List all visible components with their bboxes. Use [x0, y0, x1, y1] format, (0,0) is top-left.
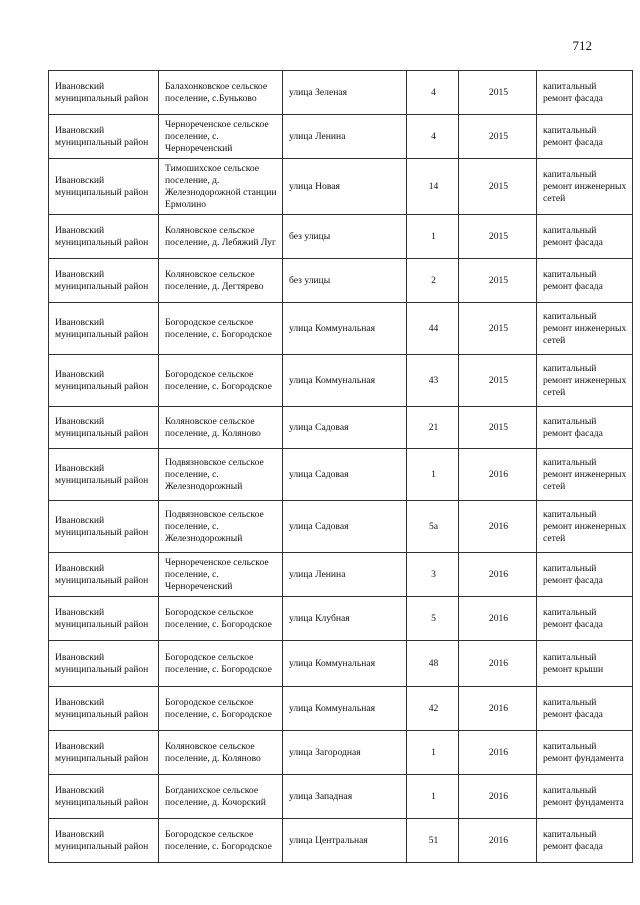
- house-number-cell: 1: [407, 775, 459, 819]
- table-row: [49, 303, 633, 355]
- table-row: [49, 115, 633, 159]
- street-cell: улица Коммунальная: [283, 687, 407, 731]
- district-cell: Ивановский муниципальный район: [49, 355, 159, 407]
- year-cell: 2016: [459, 731, 537, 775]
- house-number-cell: 21: [407, 407, 459, 449]
- table-body: [49, 71, 633, 863]
- house-number-cell: 3: [407, 553, 459, 597]
- year-cell: 2015: [459, 407, 537, 449]
- settlement-cell: Чернореченское сельское поселение, с. Чернореченский: [159, 553, 283, 597]
- settlement-cell: Подвязновское сельское поселение, с. Железнодорожный: [159, 501, 283, 553]
- settlement-cell: Богородское сельское поселение, с. Богородское: [159, 819, 283, 863]
- district-cell: Ивановский муниципальный район: [49, 259, 159, 303]
- district-cell: Ивановский муниципальный район: [49, 159, 159, 215]
- year-cell: 2016: [459, 819, 537, 863]
- house-number-cell: 48: [407, 641, 459, 687]
- work-type-cell: капитальный ремонт инженерных сетей: [537, 159, 633, 215]
- settlement-cell: Тимошихское сельское поселение, д. Железнодорожной станции Ермолино: [159, 159, 283, 215]
- work-type-cell: капитальный ремонт фасада: [537, 407, 633, 449]
- year-cell: 2015: [459, 159, 537, 215]
- house-number-cell: 5а: [407, 501, 459, 553]
- settlement-cell: Чернореченское сельское поселение, с. Чернореченский: [159, 115, 283, 159]
- settlement-cell: Богородское сельское поселение, с. Богородское: [159, 355, 283, 407]
- district-cell: Ивановский муниципальный район: [49, 407, 159, 449]
- work-type-cell: капитальный ремонт фасада: [537, 553, 633, 597]
- house-number-cell: 14: [407, 159, 459, 215]
- year-cell: 2016: [459, 687, 537, 731]
- district-cell: Ивановский муниципальный район: [49, 819, 159, 863]
- settlement-cell: Богородское сельское поселение, с. Богородское: [159, 687, 283, 731]
- year-cell: 2015: [459, 259, 537, 303]
- table-row: [49, 775, 633, 819]
- table-row: [49, 687, 633, 731]
- table-row: [49, 407, 633, 449]
- table-row: [49, 355, 633, 407]
- house-number-cell: 42: [407, 687, 459, 731]
- year-cell: 2015: [459, 71, 537, 115]
- year-cell: 2015: [459, 115, 537, 159]
- year-cell: 2016: [459, 775, 537, 819]
- street-cell: улица Коммунальная: [283, 355, 407, 407]
- table-row: [49, 501, 633, 553]
- work-type-cell: капитальный ремонт инженерных сетей: [537, 449, 633, 501]
- street-cell: улица Садовая: [283, 449, 407, 501]
- settlement-cell: Коляновское сельское поселение, д. Лебяжий Луг: [159, 215, 283, 259]
- settlement-cell: Богданихское сельское поселение, д. Кочорский: [159, 775, 283, 819]
- house-number-cell: 1: [407, 215, 459, 259]
- house-number-cell: 4: [407, 115, 459, 159]
- table-row: [49, 159, 633, 215]
- work-type-cell: капитальный ремонт фасада: [537, 259, 633, 303]
- street-cell: улица Ленина: [283, 553, 407, 597]
- house-number-cell: 43: [407, 355, 459, 407]
- work-type-cell: капитальный ремонт крыши: [537, 641, 633, 687]
- work-type-cell: капитальный ремонт фасада: [537, 597, 633, 641]
- work-type-cell: капитальный ремонт инженерных сетей: [537, 501, 633, 553]
- street-cell: улица Клубная: [283, 597, 407, 641]
- district-cell: Ивановский муниципальный район: [49, 303, 159, 355]
- street-cell: улица Коммунальная: [283, 641, 407, 687]
- work-type-cell: капитальный ремонт фасада: [537, 115, 633, 159]
- street-cell: улица Западная: [283, 775, 407, 819]
- house-number-cell: 51: [407, 819, 459, 863]
- work-type-cell: капитальный ремонт фасада: [537, 71, 633, 115]
- district-cell: Ивановский муниципальный район: [49, 641, 159, 687]
- year-cell: 2016: [459, 597, 537, 641]
- settlement-cell: Подвязновское сельское поселение, с. Железнодорожный: [159, 449, 283, 501]
- work-type-cell: капитальный ремонт фундамента: [537, 731, 633, 775]
- district-cell: Ивановский муниципальный район: [49, 553, 159, 597]
- district-cell: Ивановский муниципальный район: [49, 775, 159, 819]
- house-number-cell: 2: [407, 259, 459, 303]
- house-number-cell: 5: [407, 597, 459, 641]
- district-cell: Ивановский муниципальный район: [49, 449, 159, 501]
- table-row: [49, 215, 633, 259]
- street-cell: улица Садовая: [283, 501, 407, 553]
- work-type-cell: капитальный ремонт фасада: [537, 819, 633, 863]
- street-cell: улица Новая: [283, 159, 407, 215]
- table-row: [49, 597, 633, 641]
- street-cell: улица Садовая: [283, 407, 407, 449]
- registry-table: [48, 70, 633, 863]
- table-row: [49, 819, 633, 863]
- house-number-cell: 44: [407, 303, 459, 355]
- year-cell: 2015: [459, 303, 537, 355]
- street-cell: без улицы: [283, 259, 407, 303]
- district-cell: Ивановский муниципальный район: [49, 115, 159, 159]
- year-cell: 2016: [459, 553, 537, 597]
- work-type-cell: капитальный ремонт инженерных сетей: [537, 303, 633, 355]
- work-type-cell: капитальный ремонт инженерных сетей: [537, 355, 633, 407]
- table-row: [49, 449, 633, 501]
- house-number-cell: 1: [407, 731, 459, 775]
- street-cell: без улицы: [283, 215, 407, 259]
- year-cell: 2016: [459, 641, 537, 687]
- settlement-cell: Балахонковское сельское поселение, с.Буньково: [159, 71, 283, 115]
- table-row: [49, 731, 633, 775]
- work-type-cell: капитальный ремонт фундамента: [537, 775, 633, 819]
- table-row: [49, 553, 633, 597]
- year-cell: 2015: [459, 355, 537, 407]
- settlement-cell: Коляновское сельское поселение, д. Коляново: [159, 731, 283, 775]
- house-number-cell: 1: [407, 449, 459, 501]
- work-type-cell: капитальный ремонт фасада: [537, 687, 633, 731]
- district-cell: Ивановский муниципальный район: [49, 215, 159, 259]
- district-cell: Ивановский муниципальный район: [49, 71, 159, 115]
- street-cell: улица Коммунальная: [283, 303, 407, 355]
- page-number: 712: [572, 38, 592, 53]
- street-cell: улица Центральная: [283, 819, 407, 863]
- year-cell: 2015: [459, 215, 537, 259]
- settlement-cell: Коляновское сельское поселение, д. Дегтярево: [159, 259, 283, 303]
- district-cell: Ивановский муниципальный район: [49, 597, 159, 641]
- district-cell: Ивановский муниципальный район: [49, 687, 159, 731]
- street-cell: улица Загородная: [283, 731, 407, 775]
- year-cell: 2016: [459, 501, 537, 553]
- table-row: [49, 71, 633, 115]
- table-row: [49, 259, 633, 303]
- settlement-cell: Богородское сельское поселение, с. Богородское: [159, 641, 283, 687]
- street-cell: улица Зеленая: [283, 71, 407, 115]
- work-type-cell: капитальный ремонт фасада: [537, 215, 633, 259]
- settlement-cell: Богородское сельское поселение, с. Богородское: [159, 597, 283, 641]
- settlement-cell: Богородское сельское поселение, с. Богородское: [159, 303, 283, 355]
- district-cell: Ивановский муниципальный район: [49, 731, 159, 775]
- street-cell: улица Ленина: [283, 115, 407, 159]
- house-number-cell: 4: [407, 71, 459, 115]
- table-row: [49, 641, 633, 687]
- year-cell: 2016: [459, 449, 537, 501]
- district-cell: Ивановский муниципальный район: [49, 501, 159, 553]
- settlement-cell: Коляновское сельское поселение, д. Коляново: [159, 407, 283, 449]
